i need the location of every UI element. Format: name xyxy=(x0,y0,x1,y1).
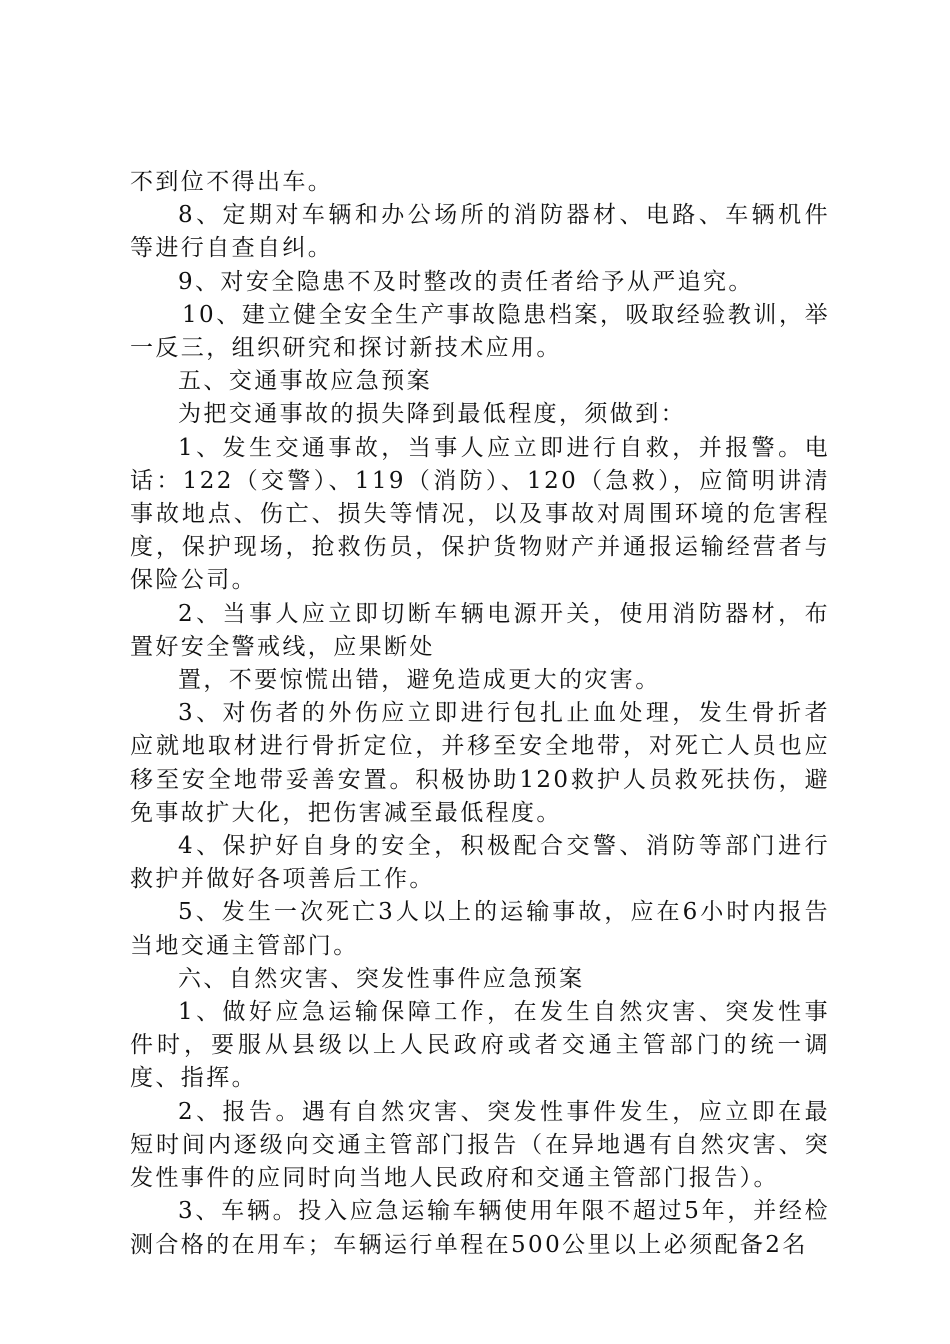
paragraph-item-9: 9、对安全隐患不及时整改的责任者给予从严追究。 xyxy=(178,268,754,295)
paragraph-traffic-1: 1、发生交通事故，当事人应立即进行自救，并报警。电话：122（交警）、119（消防）、120（急救），应简明讲清事故地点、伤亡、损失等情况，以及事故对周围环境的危害程度，保护现场，抢救伤员，保护货物财产并通报运输经营者与保险公司。 xyxy=(130,434,830,594)
paragraph-traffic-2-cont: 置，不要惊慌出错，避免造成更大的灾害。 xyxy=(178,667,661,694)
paragraph-item-10: 10、建立健全安全生产事故隐患档案，吸取经验教训，举一反三，组织研究和探讨新技术应用。 xyxy=(130,301,830,362)
document-body xyxy=(130,166,830,1262)
paragraph-intro: 为把交通事故的损失降到最低程度，须做到： xyxy=(178,401,686,428)
section-heading-5: 五、交通事故应急预案 xyxy=(178,368,432,395)
paragraph-disaster-2: 2、报告。遇有自然灾害、突发性事件发生，应立即在最短时间内逐级向交通主管部门报告（在异地遇有自然灾害、突发性事件的应同时向当地人民政府和交通主管部门报告）。 xyxy=(130,1098,830,1192)
section-heading-6: 六、自然灾害、突发性事件应急预案 xyxy=(178,965,585,992)
paragraph-continuation: 不到位不得出车。 xyxy=(130,169,334,195)
paragraph-traffic-3: 3、对伤者的外伤应立即进行包扎止血处理，发生骨折者应就地取材进行骨折定位，并移至安全地带，对死亡人员也应移至安全地带妥善安置。积极协助120救护人员救死扶伤，避免事故扩大化，把伤害减至最低程度。 xyxy=(130,700,830,826)
paragraph-disaster-3: 3、车辆。投入应急运输车辆使用年限不超过5年，并经检测合格的在用车；车辆运行单程在500公里以上必须配备2名 xyxy=(130,1198,830,1258)
paragraph-disaster-1: 1、做好应急运输保障工作，在发生自然灾害、突发性事件时，要服从县级以上人民政府或者交通主管部门的统一调度、指挥。 xyxy=(130,999,830,1092)
paragraph-traffic-5: 5、发生一次死亡3人以上的运输事故，应在6小时内报告当地交通主管部门。 xyxy=(130,899,830,959)
paragraph-traffic-4: 4、保护好自身的安全，积极配合交警、消防等部门进行救护并做好各项善后工作。 xyxy=(130,833,830,893)
paragraph-item-8: 8、定期对车辆和办公场所的消防器材、电路、车辆机件等进行自查自纠。 xyxy=(130,202,830,262)
paragraph-traffic-2: 2、当事人应立即切断车辆电源开关，使用消防器材，布置好安全警戒线，应果断处 xyxy=(130,600,830,660)
